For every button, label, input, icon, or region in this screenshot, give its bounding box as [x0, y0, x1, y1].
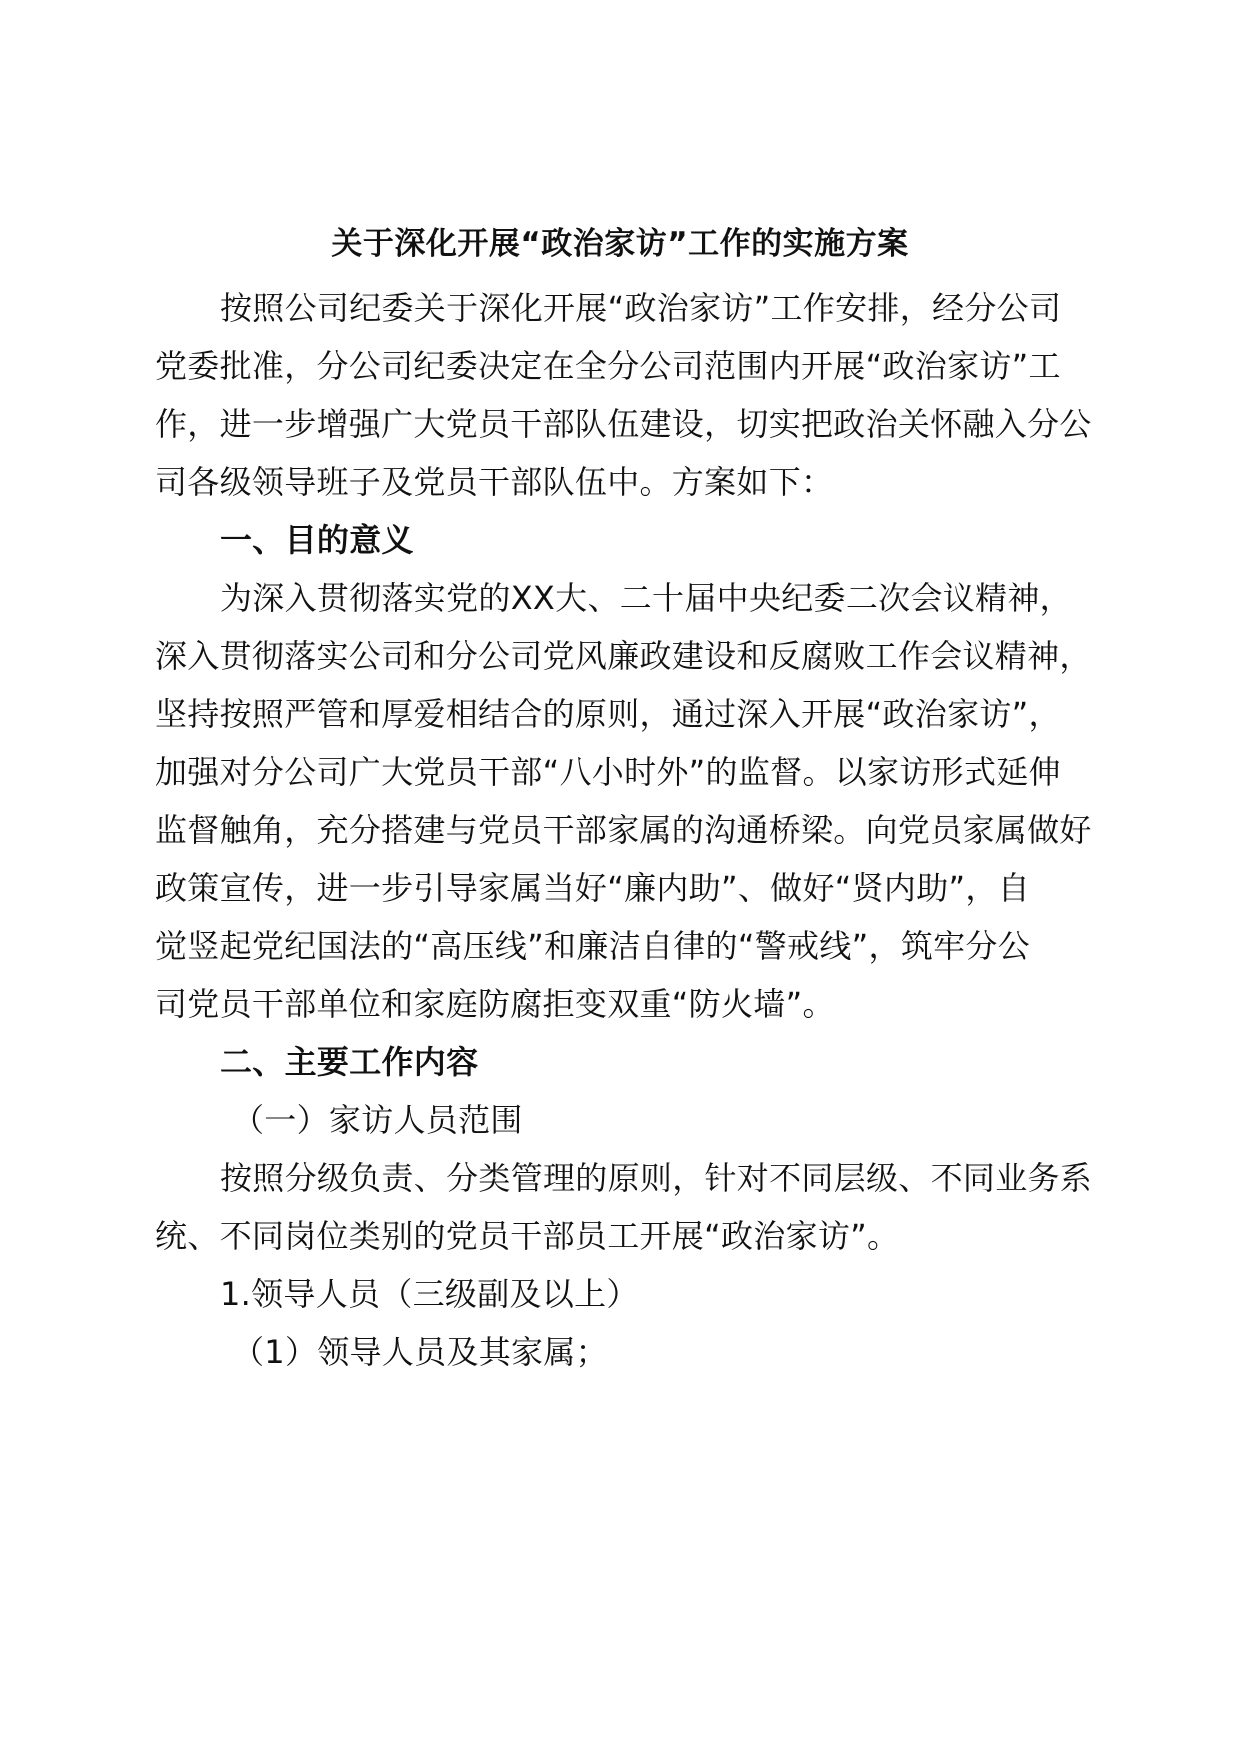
- paragraph-line: 按照分级负责、分类管理的原则，针对不同层级、不同业务系: [220, 1159, 1093, 1197]
- paragraph-line: 深入贯彻落实公司和分公司党风廉政建设和反腐败工作会议精神，: [155, 637, 1092, 675]
- paragraph-line: 按照公司纪委关于深化开展“政治家访”工作安排，经分公司: [220, 289, 1062, 327]
- paragraph-line: 坚持按照严管和厚爱相结合的原则，通过深入开展“政治家访”，: [155, 695, 1061, 733]
- paragraph-line: 觉竖起党纪国法的“高压线”和廉洁自律的“警戒线”，筑牢分公: [155, 927, 1031, 965]
- paragraph-line: 作，进一步增强广大党员干部队伍建设，切实把政治关怀融入分公: [155, 405, 1092, 443]
- paragraph-line: 监督触角，充分搭建与党员干部家属的沟通桥梁。向党员家属做好: [155, 811, 1092, 849]
- paragraph-line: 统、不同岗位类别的党员干部员工开展“政治家访”。: [155, 1217, 900, 1255]
- section-heading-2: 二、主要工作内容: [220, 1043, 479, 1081]
- subsection-heading: （一）家访人员范围: [232, 1101, 523, 1139]
- list-item: （1）领导人员及其家属；: [232, 1333, 608, 1371]
- section-heading-1: 一、目的意义: [220, 521, 414, 559]
- document-title: 关于深化开展“政治家访”工作的实施方案: [331, 226, 909, 262]
- list-item-heading: 1.领导人员（三级副及以上）: [220, 1275, 639, 1313]
- paragraph-line: 司党员干部单位和家庭防腐拒变双重“防火墙”。: [155, 985, 835, 1023]
- paragraph-line: 政策宣传，进一步引导家属当好“廉内助”、做好“贤内助”，自: [155, 869, 1031, 907]
- paragraph-line: 司各级领导班子及党员干部队伍中。方案如下：: [155, 463, 834, 501]
- paragraph-line: 为深入贯彻落实党的XX大、二十届中央纪委二次会议精神，: [220, 579, 1072, 617]
- paragraph-line: 党委批准，分公司纪委决定在全分公司范围内开展“政治家访”工: [155, 347, 1061, 385]
- paragraph-line: 加强对分公司广大党员干部“八小时外”的监督。以家访形式延伸: [155, 753, 1061, 791]
